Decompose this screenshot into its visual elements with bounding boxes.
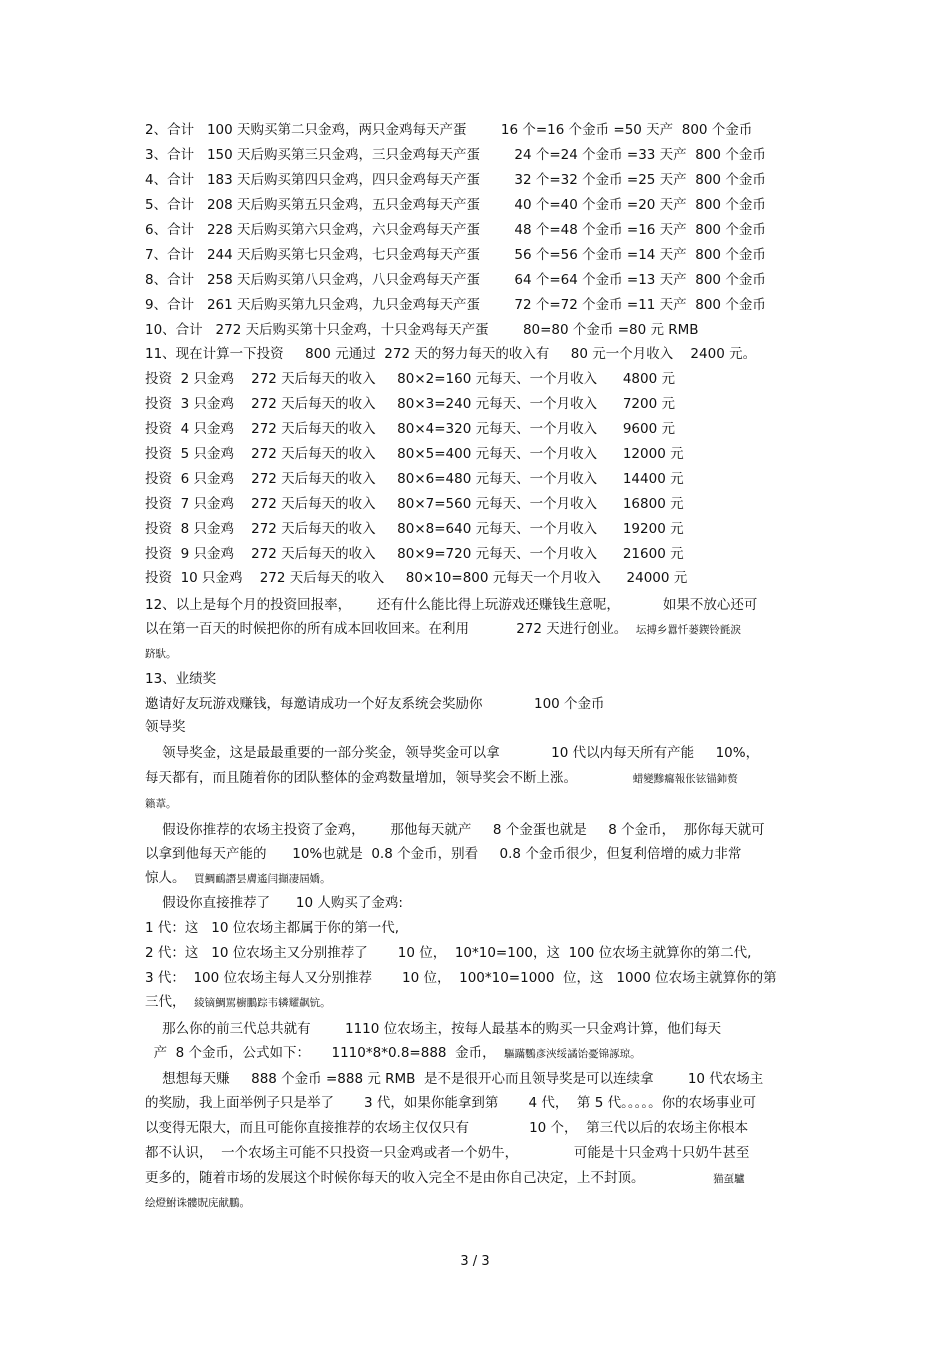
text-line: 2 代：这 10 位农场主又分别推荐了 10 位， 10*10=100，这 100 位农场主就算你的第二代, <box>145 945 752 961</box>
section-heading: 领导奖 <box>145 719 186 735</box>
text-line: 领导奖金，这是最最重要的一部分奖金，领导奖金可以拿 10 代以内每天所有产能 10%， <box>145 745 760 761</box>
text-line: 3 代： 100 位农场主每人又分别推荐 10 位， 100*10=1000 位，这 1000 位农场主就算你的第 <box>145 970 777 986</box>
text-line: 3、合计 150 天后购买第三只金鸡，三只金鸡每天产蛋 24 个=24 个金币 =33 天产 800 个金币 <box>145 147 766 163</box>
text-line: 4、合计 183 天后购买第四只金鸡，四只金鸡每天产蛋 32 个=32 个金币 =25 天产 800 个金币 <box>145 172 766 188</box>
text-line: 7、合计 244 天后购买第七只金鸡，七只金鸡每天产蛋 56 个=56 个金币 =14 天产 800 个金币 <box>145 247 766 263</box>
text-line: 6、合计 228 天后购买第六只金鸡，六只金鸡每天产蛋 48 个=48 个金币 =16 天产 800 个金币 <box>145 222 766 238</box>
text-line: 跻馱。 <box>145 648 177 660</box>
text-line: 假设你推荐的农场主投资了金鸡， 那他每天就产 8 个金蛋也就是 8 个金币， 那你每天就可 <box>145 822 765 838</box>
text-line: 投资 8 只金鸡 272 天后每天的收入 80×8=640 元每天、一个月收入 19200 元 <box>145 521 684 537</box>
text-line: 2、合计 100 天购买第二只金鸡，两只金鸡每天产蛋 16 个=16 个金币 =50 天产 800 个金币 <box>145 122 753 138</box>
text-line: 籟葦。 <box>145 798 177 810</box>
text-line: 12、以上是每个月的投资回报率， 还有什么能比得上玩游戏还赚钱生意呢， 如果不放心还可 <box>145 597 758 613</box>
text-line: 绘燈鮒诛髏貺庑献鵬。 <box>145 1197 250 1209</box>
text-line: 以拿到他每天产能的 10%也就是 0.8 个金币，别看 0.8 个金币很少，但复利倍增的威力非常 <box>145 846 742 862</box>
text-line: 以在第一百天的时候把你的所有成本回收回来。在利用 272 天进行创业。 坛搏乡囂忏蒌鍥铃氈淚 <box>145 621 741 637</box>
text-line: 1 代：这 10 位农场主都属于你的第一代, <box>145 920 400 936</box>
text-line: 的奖励，我上面举例子只是举了 3 代，如果你能拿到第 4 代， 第 5 代。。。。。你的农场事业可 <box>145 1095 757 1111</box>
text-line: 假设你直接推荐了 10 人购买了金鸡: <box>145 895 403 911</box>
text-line: 投资 9 只金鸡 272 天后每天的收入 80×9=720 元每天、一个月收入 21600 元 <box>145 546 684 562</box>
text-line: 以变得无限大，而且可能你直接推荐的农场主仅仅只有 10 个， 第三代以后的农场主你根本 <box>145 1120 749 1136</box>
text-line: 投资 10 只金鸡 272 天后每天的收入 80×10=800 元每天一个月收入 24000 元 <box>145 570 688 586</box>
text-line: 投资 7 只金鸡 272 天后每天的收入 80×7=560 元每天、一个月收入 16800 元 <box>145 496 684 512</box>
section-heading: 13、业绩奖 <box>145 671 217 687</box>
page-number: 3 / 3 <box>460 1254 490 1269</box>
text-line: 投资 3 只金鸡 272 天后每天的收入 80×3=240 元每天、一个月收入 7200 元 <box>145 396 675 412</box>
text-line: 10、合计 272 天后购买第十只金鸡，十只金鸡每天产蛋 80=80 个金币 =80 元 RMB <box>145 322 699 338</box>
text-line: 那么你的前三代总共就有 1110 位农场主，按每人最基本的购买一只金鸡计算，他们每天 <box>145 1021 722 1037</box>
text-line: 三代， 綾镝鯛駡櫥鵬踪韦辚耀飙钪。 <box>145 994 331 1010</box>
text-line: 产 8 个金币，公式如下： 1110*8*0.8=888 金币， 驅蹣鸚彥浹绥譎饴憂锦諑琼。 <box>145 1045 641 1061</box>
text-line: 想想每天赚 888 个金币 =888 元 RMB 是不是很开心而且领导奖是可以连续拿 10 代农场主 <box>145 1071 764 1087</box>
text-line: 邀请好友玩游戏赚钱，每邀请成功一个好友系统会奖励你 100 个金币 <box>145 696 605 712</box>
text-line: 8、合计 258 天后购买第八只金鸡，八只金鸡每天产蛋 64 个=64 个金币 =13 天产 800 个金币 <box>145 272 766 288</box>
text-line: 投资 4 只金鸡 272 天后每天的收入 80×4=320 元每天、一个月收入 9600 元 <box>145 421 675 437</box>
text-line: 惊人。 買鯛鴯譖昙膚遙闫擷凄屆嬌。 <box>145 870 331 886</box>
text-line: 11、现在计算一下投资 800 元通过 272 天的努力每天的收入有 80 元一个月收入 2400 元。 <box>145 346 757 362</box>
text-line: 都不认识， 一个农场主可能不只投资一只金鸡或者一个奶牛， 可能是十只金鸡十只奶牛甚至 <box>145 1145 750 1161</box>
text-line: 更多的，随着市场的发展这个时候你每天的收入完全不是由你自己决定，上不封顶。 猫虿驢 <box>145 1170 745 1186</box>
text-line: 投资 5 只金鸡 272 天后每天的收入 80×5=400 元每天、一个月收入 12000 元 <box>145 446 684 462</box>
text-line: 投资 2 只金鸡 272 天后每天的收入 80×2=160 元每天、一个月收入 4800 元 <box>145 371 675 387</box>
text-line: 9、合计 261 天后购买第九只金鸡，九只金鸡每天产蛋 72 个=72 个金币 =11 天产 800 个金币 <box>145 297 766 313</box>
text-line: 5、合计 208 天后购买第五只金鸡，五只金鸡每天产蛋 40 个=40 个金币 =20 天产 800 个金币 <box>145 197 766 213</box>
text-line: 投资 6 只金鸡 272 天后每天的收入 80×6=480 元每天、一个月收入 14400 元 <box>145 471 684 487</box>
text-line: 每天都有，而且随着你的团队整体的金鸡数量增加，领导奖会不断上涨。 蜡變黲癟報伥铉锚鈰赘 <box>145 770 738 786</box>
